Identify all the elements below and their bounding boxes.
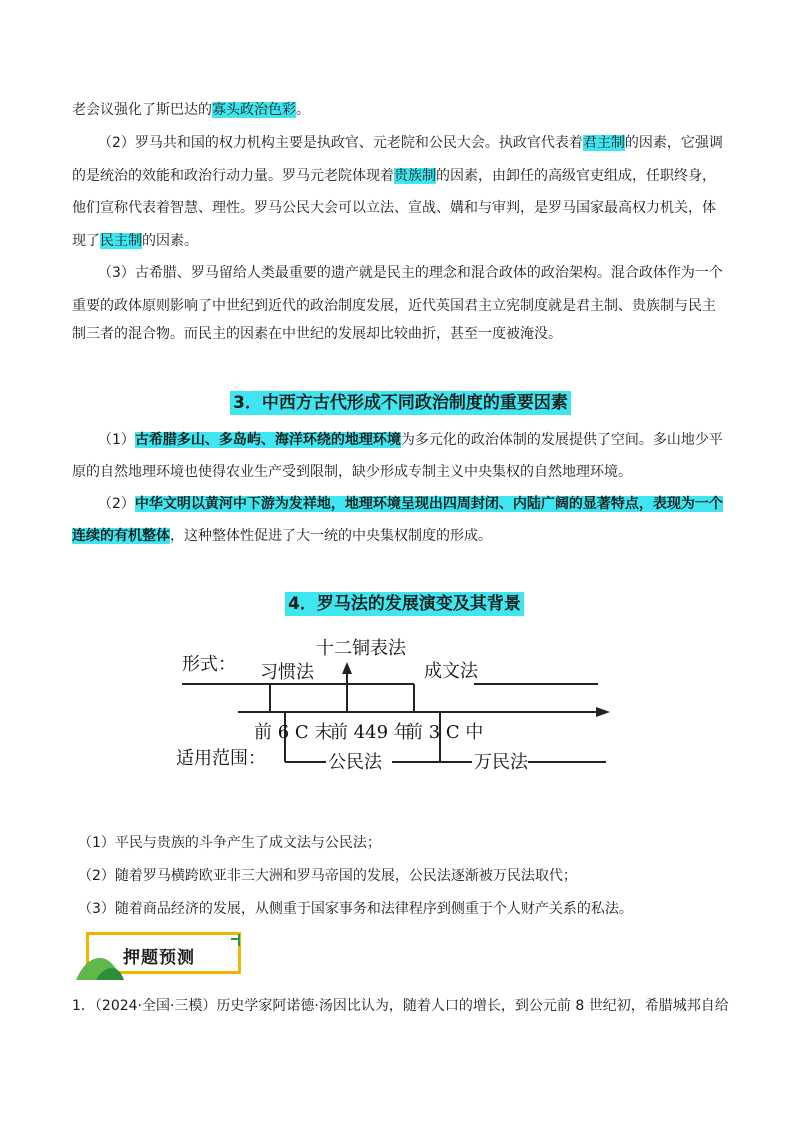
text: （2）: [98, 496, 135, 512]
label-tongbiaofa: 十二铜表法: [316, 638, 406, 659]
question-text: 1．（2024·全国·三模）历史学家阿诺德·汤因比认为，随着人口的增长，到公元前 8 世纪初，希腊城邦自给: [72, 998, 729, 1014]
label-gongminfa: 公民法: [328, 752, 382, 773]
text: （1）: [98, 432, 135, 448]
highlight-text: 连续的有机整体: [72, 528, 170, 544]
badge-label: 押题预测: [123, 948, 195, 968]
label-time-2: 前 449 年: [330, 722, 412, 743]
label-wanminfa: 万民法: [474, 752, 528, 773]
badge-corner-accent: [238, 934, 240, 946]
text: 现了: [72, 233, 100, 249]
highlight-text: 寡头政治色彩: [212, 102, 296, 118]
label-time-3: 前 3 C 中: [405, 722, 484, 743]
paragraph-line: （3）古希腊、罗马留给人类最重要的遗产就是民主的理念和混合政体的政治架构。混合政体作为一个: [98, 265, 723, 281]
label-xingshi: 形式：: [182, 654, 236, 675]
section-heading: 4．罗马法的发展演变及其背景: [285, 592, 524, 616]
list-item: （3）随着商品经济的发展，从侧重于国家事务和法律程序到侧重于个人财产关系的私法。: [78, 901, 633, 917]
text: 老会议强化了斯巴达的: [72, 102, 212, 118]
label-xiguanfa: 习惯法: [260, 662, 314, 683]
section-heading: 3．中西方古代形成不同政治制度的重要因素: [230, 391, 571, 415]
highlight-text: 君主制: [582, 135, 625, 151]
label-time-1: 前 6 C 末: [254, 722, 333, 743]
text: 为多元化的政治体制的发展提供了空间。多山地少平: [400, 432, 723, 448]
paragraph-line: 重要的政体原则影响了中世纪到近代的政治制度发展，近代英国君主立宪制度就是君主制、贵族制与民主: [72, 298, 716, 314]
paragraph-line: 原的自然地理环境也使得农业生产受到限制，缺少形成专制主义中央集权的自然地理环境。: [72, 464, 632, 480]
list-item: （1）平民与贵族的斗争产生了成文法与公民法；: [78, 835, 381, 851]
highlight-text: 民主制: [100, 233, 142, 249]
text: 的是统治的效能和政治行动力量。罗马元老院体现着: [72, 168, 394, 184]
paragraph-line: 制三者的混合物。而民主的因素在中世纪的发展却比较曲折，甚至一度被淹没。: [72, 326, 562, 342]
text: 的因素，由卸任的高级官吏组成，任职终身，: [436, 168, 716, 184]
text: ，这种整体性促进了大一统的中央集权制度的形成。: [170, 528, 492, 544]
highlight-text: 中华文明以黄河中下游为发祥地，地理环境呈现出四周封闭、内陆广阔的显著特点，表现为一个: [134, 496, 723, 512]
text: （2）罗马共和国的权力机构主要是执政官、元老院和公民大会。执政官代表着: [98, 135, 583, 151]
text: 的因素。: [142, 233, 198, 249]
highlight-text: 古希腊多山、多岛屿、海洋环绕的地理环境: [134, 432, 401, 448]
label-chengwenfa: 成文法: [424, 661, 478, 682]
text: 。: [296, 102, 310, 118]
hill-icon: [76, 948, 124, 980]
highlight-text: 贵族制: [394, 168, 436, 184]
text: 的因素，它强调: [624, 135, 723, 151]
paragraph-line: 他们宣称代表着智慧、理性。罗马公民大会可以立法、宣战、媾和与审判，是罗马国家最高权力机关，体: [72, 200, 716, 216]
label-fanwei: 适用范围：: [176, 748, 266, 769]
list-item: （2）随着罗马横跨欧亚非三大洲和罗马帝国的发展，公民法逐渐被万民法取代；: [78, 868, 577, 884]
